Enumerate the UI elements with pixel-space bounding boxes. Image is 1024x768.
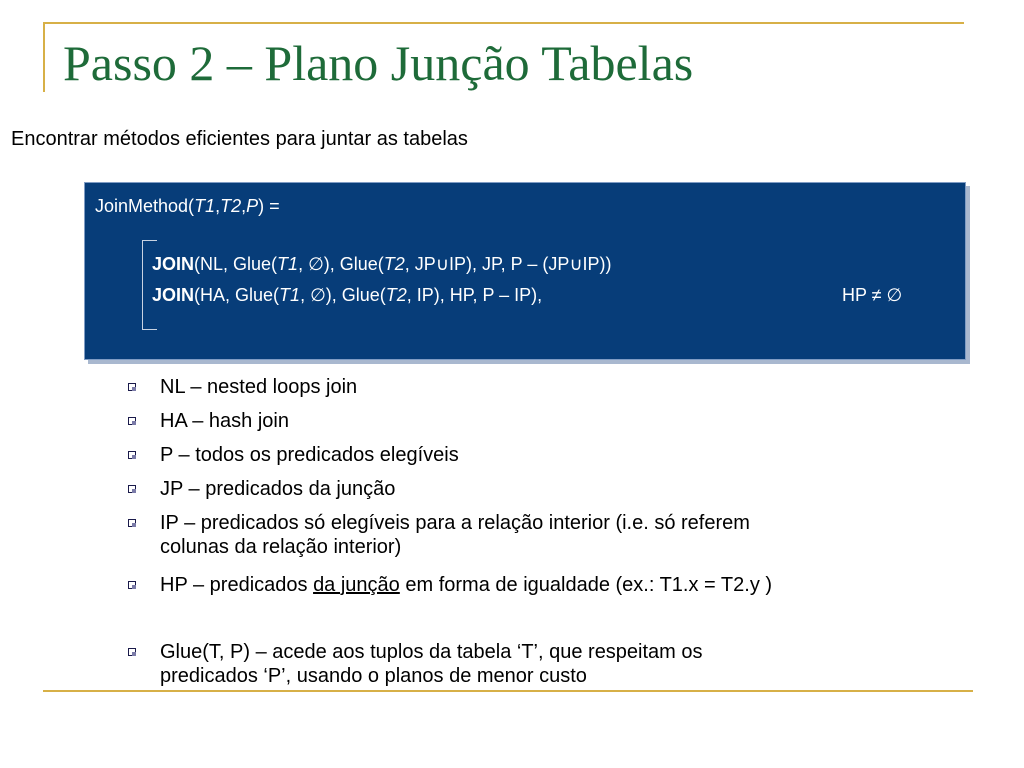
join-ha-part-b: , ∅), Glue( [300,285,386,305]
join-method-definition [95,196,280,217]
list-item [128,477,968,501]
join-ha-condition: HP ≠ ∅ [842,285,903,305]
hp-text-underlined: da junção [313,574,400,596]
join-nl-part-a: (NL, Glue( [194,254,278,274]
square-bullet-icon [128,383,136,391]
join-option-nl [152,254,612,275]
list-item [128,573,968,597]
join-nl-part-b: , ∅), Glue( [298,254,384,274]
square-bullet-icon [128,519,136,527]
square-bullet-icon [128,417,136,425]
list-item [128,511,968,559]
list-item [128,409,968,433]
join-nl-t2: T2 [383,254,405,274]
join-option-ha [152,285,542,306]
def-t2: T2 [220,196,242,216]
def-t1: T1 [194,196,216,216]
list-item-text-line-1: IP – predicados só elegíveis para a relação interior (i.e. só referem [160,512,750,534]
join-method-box [84,182,966,360]
left-rule [43,22,45,92]
list-item [128,640,968,688]
join-nl-t1: T1 [277,254,299,274]
list-item-text-line-2: colunas da relação interior) [160,536,402,558]
hp-text-post: em forma de igualdade (ex.: T1.x = T2.y ) [399,574,773,596]
square-bullet-icon [128,648,136,656]
join-nl-part-c: , JP∪IP), JP, P – (JP∪IP)) [404,254,612,274]
square-bullet-icon [128,451,136,459]
join-ha-t2: T2 [385,285,407,305]
join-ha-t1: T1 [279,285,301,305]
def-comma-1: , [215,196,221,216]
list-item-text-line-1: Glue(T, P) – acede aos tuplos da tabela ‘T’, que respeitam os [160,641,703,663]
list-item-text: P – todos os predicados elegíveis [160,444,459,466]
square-bullet-icon [128,485,136,493]
slide-title: Passo 2 – Plano Junção Tabelas [63,35,694,91]
def-p: P [246,196,259,216]
join-ha-part-a: (HA, Glue( [194,285,280,305]
hp-text-pre: HP – predicados [160,574,314,596]
def-comma-2: , [241,196,247,216]
list-item-text-line-2: predicados ‘P’, usando o planos de menor custo [160,665,587,687]
list-item [128,443,968,467]
def-suffix: ) = [258,196,280,216]
join-keyword: JOIN [152,285,195,305]
list-item-text [160,573,968,597]
join-keyword: JOIN [152,254,195,274]
list-item-text: HA – hash join [160,410,289,432]
square-bullet-icon [128,581,136,589]
join-ha-part-c: , IP), HP, P – IP), [406,285,543,305]
top-rule [43,22,964,24]
slide-subtitle: Encontrar métodos eficientes para juntar as tabelas [11,128,468,150]
list-item [128,375,968,399]
list-item-text: JP – predicados da junção [160,478,396,500]
def-prefix: JoinMethod( [95,196,195,216]
bottom-rule [43,690,973,692]
list-item-text: NL – nested loops join [160,376,358,398]
